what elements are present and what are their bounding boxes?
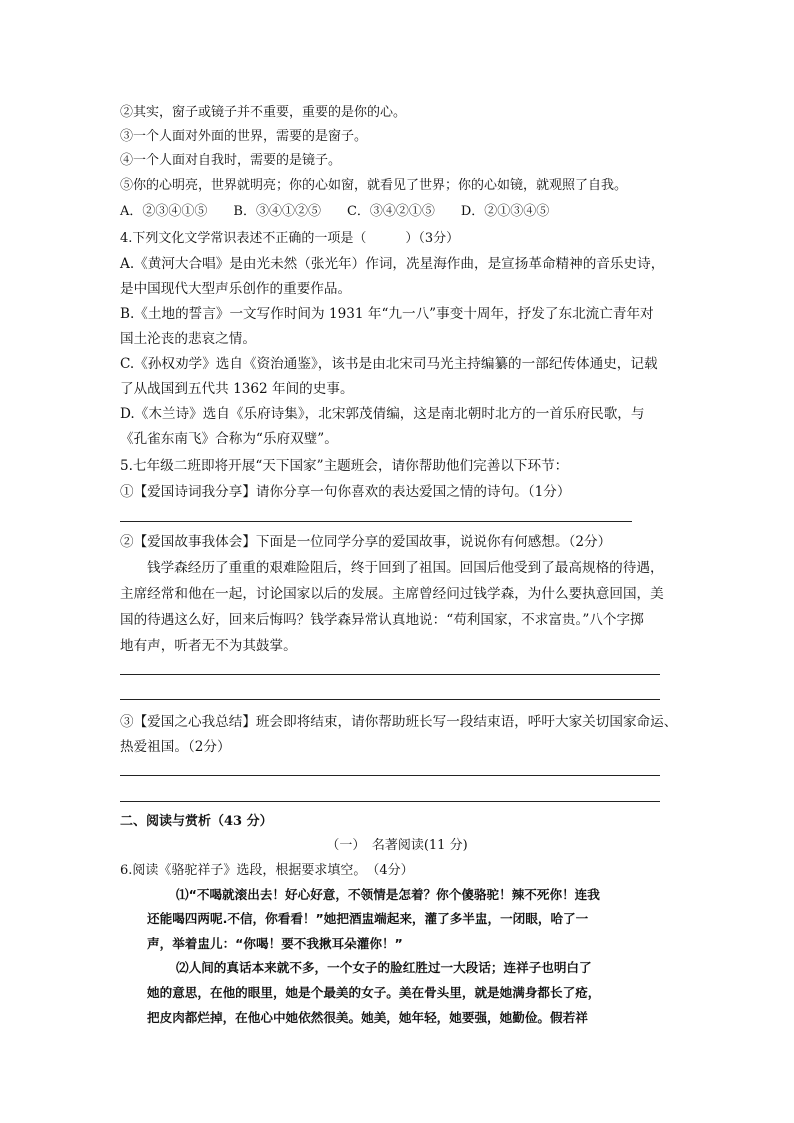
section-heading: 二、阅读与赏析（43 分） — [120, 814, 273, 829]
q4-option-b-cont: 国土沦丧的悲哀之情。 — [120, 331, 256, 347]
q5-stem: 5.七年级二班即将开展“天下国家”主题班会，请你帮助他们完善以下环节： — [120, 458, 569, 474]
answer-line[interactable] — [120, 521, 632, 522]
q4-stem: 4.下列文化文学常识表述不正确的一项是（ ）（3分） — [120, 231, 460, 246]
q4-option-d: D.《木兰诗》选自《乐府诗集》，北宋郭茂倩编，这是南北朝时北方的一首乐府民歌，与 — [120, 406, 645, 422]
q5-part2: ②【爱国故事我体会】下面是一位同学分享的爱国故事，说说你有何感想。（2分） — [120, 534, 612, 550]
q6-stem: 6.阅读《骆驼祥子》选段，根据要求填空。 （4分） — [120, 863, 414, 878]
q5-part3: ③【爱国之心我总结】班会即将结束，请你帮助班长写一段结束语，呼吁大家关切国家命运、 — [120, 714, 678, 730]
q5-part1: ①【爱国诗词我分享】请你分享一句你喜欢的表达爱国之情的诗句。（1分） — [120, 484, 571, 500]
answer-line[interactable] — [120, 674, 660, 675]
excerpt-line: ⑵人间的真话本来就不多，一个女子的脸红胜过一大段话；连祥子也明白了 — [176, 960, 592, 975]
story-line: 主席经常和他在一起，讨论国家以后的发展。主席曾经问过钱学森，为什么要执意回国，美 — [120, 586, 664, 602]
q4-option-d-cont: 《孔雀东南飞》合称为“乐府双璧”。 — [120, 431, 338, 447]
excerpt-line: ⑴“不喝就滚出去！好心好意，不领情是怎着？你个傻骆驼！辣不死你！连我 — [176, 887, 600, 902]
story-line: 国的待遇这么好，回来后悔吗？钱学森异常认真地说：“苟利国家，不求富贵。”八个字掷 — [120, 612, 644, 628]
story-line: 地有声，听者无不为其鼓掌。 — [120, 638, 297, 654]
order-option-4: ④一个人面对自我时，需要的是镜子。 — [120, 153, 342, 168]
excerpt-line: 还能喝四两呢.不信，你看看！”她把酒盅端起来，灌了多半盅，一闭眼，哈了一 — [147, 911, 589, 926]
answer-line[interactable] — [120, 699, 660, 700]
q5-part3-cont: 热爱祖国。（2分） — [120, 739, 231, 755]
q4-option-c: C.《孙权劝学》选自《资治通鉴》，该书是由北宋司马光主持编纂的一部纪传体通史，记载 — [120, 356, 658, 372]
q4-option-a-cont: 是中国现代大型声乐创作的重要作品。 — [120, 281, 352, 297]
answer-line[interactable] — [120, 775, 660, 776]
order-option-3: ③一个人面对外面的世界，需要的是窗子。 — [120, 129, 368, 144]
order-option-5: ⑤你的心明亮，世界就明亮；你的心如窗，就看见了世界；你的心如镜，就观照了自我。 — [120, 178, 628, 193]
q4-option-c-cont: 了从战国到五代共 1362 年间的史事。 — [120, 381, 354, 397]
excerpt-line: 她的意思，在他的眼里，她是个最美的女子。美在骨头里，就是她满身都长了疮， — [147, 985, 601, 1000]
order-option-2: ②其实，窗子或镜子并不重要，重要的是你的心。 — [120, 105, 407, 120]
subsection-title: （一） 名著阅读(11 分) — [326, 838, 468, 853]
answer-line[interactable] — [120, 801, 660, 802]
excerpt-line: 把皮肉都烂掉，在他心中她依然很美。她美，她年轻，她要强，她勤俭。假若祥 — [147, 1010, 588, 1025]
q4-option-a: A.《黄河大合唱》是由光未然（张光年）作词，冼星海作曲，是宣扬革命精神的音乐史诗， — [120, 256, 665, 272]
excerpt-line: 声，举着盅儿：“你喝！要不我揪耳朵灌你！” — [147, 936, 403, 951]
q3-choices: A．②③④①⑤ B．③④①②⑤ C．③④②①⑤ D．②①③④⑤ — [120, 204, 550, 219]
story-line: 钱学森经历了重重的艰难险阻后，终于回到了祖国。回国后他受到了最高规格的待遇， — [147, 560, 664, 576]
q4-option-b: B.《土地的誓言》一文写作时间为 1931 年“九一八”事变十周年，抒发了东北流亡青年对 — [120, 306, 654, 322]
